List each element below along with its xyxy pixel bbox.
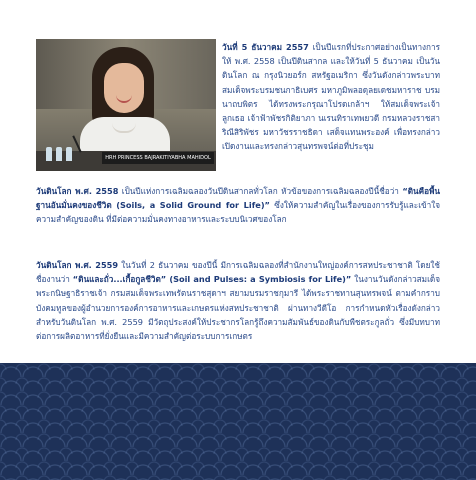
photo-water-bottle [56,147,62,161]
paragraph-2016-lead: วันดินโลก พ.ศ. 2559 [36,260,119,270]
paragraph-2014-lead: วันที่ 5 ธันวาคม 2557 [222,42,309,52]
paragraph-2016-text: ในวันที่ 2 ธันวาคม ของปีนี้ มีการเฉลิมฉลองที่สำนักงานใหญ่องค์การสหประชาชาติ โดยใช้ชื่องานว่า [36,260,440,285]
decorative-wave-footer [0,363,476,480]
photo-nameplate: HRH PRINCESS BAJRAKITIYABHA MAHIDOL [102,152,214,164]
paragraph-2016 [36,258,440,343]
paragraph-2015-theme: “ดินคือพื้นฐานอันมั่นคงของชีวิต (Soils, a Solid Ground for Life)” [36,186,440,211]
paragraph-2016-theme: “ดินและถั่ว...เกื้อกูลชีวิต” (Soil and Pulses: a Symbiosis for Life)” [72,274,352,285]
paragraph-2015-lead: วันดินโลก พ.ศ. 2558 [36,186,119,196]
paragraph-2015 [36,184,440,227]
paragraph-2015-text-end: ซึ่งให้ความสำคัญในเรื่องของการรับรู้และเข้าใจความสำคัญของดิน ที่มีต่อความมั่นคงทางอาหารและระบบนิเวศของโลก [36,200,440,225]
photo-water-bottle [66,147,72,161]
paragraph-2014 [222,40,440,154]
paragraph-2016-text-end: ในงานวันดังกล่าวสมเด็จพระกนิษฐาธิราชเจ้า กรมสมเด็จพระเทพรัตนราชสุดาฯ สยามบรมราชกุมารี ได้พระราชทานสุนทรพจน์ ตามคำกราบบังคมทูลของผู้อำนวยการองค์การอาหารและเกษตรแห่งสหประชาชาติ ผ่านทางวีดีโอ การกำหนดหัวเรื่องดังกล่าว สำหรับวันดินโลก พ.ศ. 2559 มีวัตถุประสงค์ให้ประชากรโลกรู้ถึงความสัมพันธ์ของดินกับพืชตระกูลถั่ว ซึ่งมีบทบาทต่อการผลิตอาหารที่ยั่งยืนและมีความสำคัญต่อระบบการเกษตร [36,274,440,342]
event-photo [36,39,216,171]
photo-person-face [104,63,144,113]
photo-water-bottle [46,147,52,161]
paragraph-2014-text: เป็นปีแรกที่ประกาศอย่างเป็นทางการให้ พ.ศ. 2558 เป็นปีดินสากล และให้วันที่ 5 ธันวาคม เป็นวันดินโลก ณ กรุงนิวยอร์ก สหรัฐอเมริกา ซึ่งวันดังกล่าวพระบาทสมเด็จพระบรมชนกาธิเบศร มหาภูมิพลอดุลยเดชมหาราช บรมนาถบพิตร ได้ทรงพระกรุณาโปรดเกล้าฯ ให้สมเด็จพระเจ้าลูกเธอ เจ้าฟ้าพัชรกิติยาภา นเรนทิราเทพยวดี กรมหลวงราชสาริณีสิริพัชร มหาวัชรราชธิดา เสด็จแทนพระองค์ เพื่อทรงกล่าวเปิดงานและทรงกล่าวสุนทรพจน์ต่อที่ประชุม [222,42,440,152]
paragraph-2015-text: เป็นปีแห่งการเฉลิมฉลองวันปีดินสากลทั่วโลก หัวข้อของการเฉลิมฉลองปีนี้ชื่อว่า [118,186,403,196]
